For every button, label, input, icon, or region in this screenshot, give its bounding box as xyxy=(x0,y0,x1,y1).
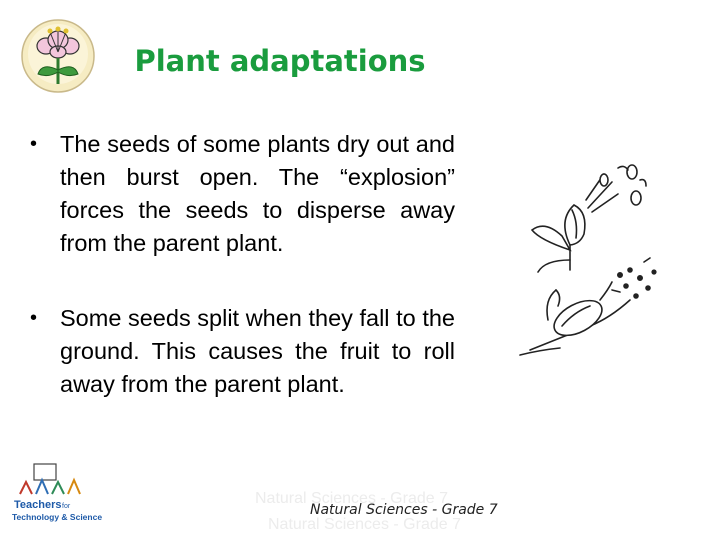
footer-text: Natural Sciences - Grade 7 xyxy=(310,502,498,518)
bullet-glyph: • xyxy=(30,307,38,329)
bullet-glyph: • xyxy=(30,133,38,155)
bullet-item xyxy=(30,128,455,260)
svg-text:Technology & Science: Technology & Science xyxy=(12,512,103,522)
svg-text:Teachers: Teachers xyxy=(14,499,62,511)
bullet-list xyxy=(30,128,455,443)
bullet-item xyxy=(30,302,455,401)
svg-text:for: for xyxy=(62,503,71,510)
slide-title: Plant adaptations xyxy=(134,44,426,78)
footer-shadow-text: Natural Sciences - Grade 7 xyxy=(255,490,448,507)
teachers-for-technology-science-logo xyxy=(12,462,103,524)
flower-logo-icon xyxy=(20,18,96,94)
footer-shadow-text: Natural Sciences - Grade 7 xyxy=(268,516,461,533)
bullet-text: The seeds of some plants dry out and then burst open. The “explosion” forces the seeds to disperse away from the parent plant. xyxy=(60,131,455,256)
seed-dispersal-illustration xyxy=(500,150,685,375)
bullet-text: Some seeds split when they fall to the ground. This causes the fruit to roll away from the parent plant. xyxy=(60,305,455,397)
